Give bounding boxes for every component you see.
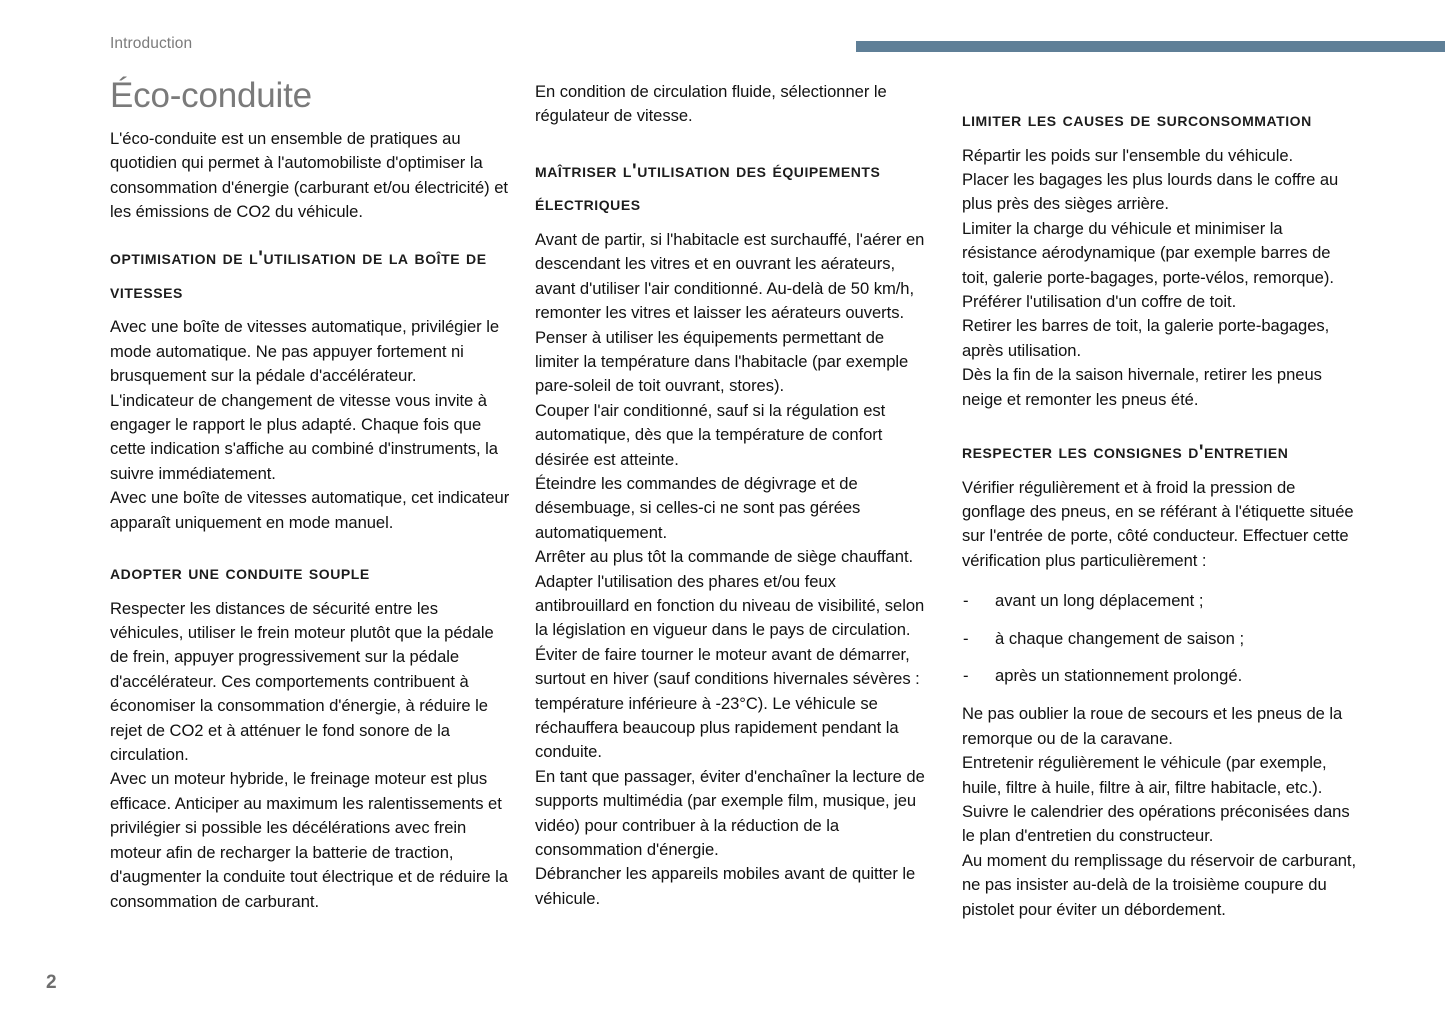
paragraph: Limiter la charge du véhicule et minimiser la résistance aérodynamique (par exemple barres de toit, galerie porte-bagages, porte-vélos, remorque). (962, 218, 1334, 287)
section-heading-surconsommation: limiter les causes de surconsommation (962, 109, 1312, 131)
paragraph: Débrancher les appareils mobiles avant de quitter le véhicule. (535, 864, 916, 908)
paragraph: Placer les bagages les plus lourds dans le coffre au plus près des sièges arrière. (962, 169, 1339, 214)
list-item-label: à chaque changement de saison ; (995, 628, 1245, 648)
paragraph: Entretenir régulièrement le véhicule (par exemple, huile, filtre à huile, filtre à air, filtre habitacle, etc.). Suivre le calendrier des opérations préconisées dans le plan d'entretien du constructeur. (962, 753, 1350, 846)
paragraph: Avant de partir, si l'habitacle est surchauffé, l'aérer en descendant les vitres et en ouvrant les aérateurs, avant d'utiliser l'air conditionné. Au-delà de 50 km/h, remonter les vitres et laisser les aérateurs ouverts. (535, 229, 925, 323)
section-heading-consignes-entretien: respecter les consignes d'entretien (962, 441, 1289, 463)
list-item (962, 664, 1360, 688)
column-2 (535, 80, 927, 911)
intro-paragraph: L'éco-conduite est un ensemble de pratiques au quotidien qui permet à l'automobiliste d'optimiser la consommation d'énergie (carburant et/ou électricité) et les émissions de CO2 du véhicule. (110, 128, 508, 221)
paragraph: Répartir les poids sur l'ensemble du véhicule. (962, 145, 1294, 165)
paragraph: Couper l'air conditionné, sauf si la régulation est automatique, dès que la température de confort désirée est atteinte. (535, 400, 886, 469)
paragraph: Arrêter au plus tôt la commande de siège chauffant. (535, 547, 914, 567)
paragraph: Retirer les barres de toit, la galerie porte-bagages, après utilisation. (962, 316, 1330, 360)
paragraph: Préférer l'utilisation d'un coffre de toit. (962, 291, 1237, 311)
paragraph: Avec une boîte de vitesses automatique, privilégier le mode automatique. Ne pas appuyer fortement ni brusquement sur la pédale d'accélérateur. (110, 317, 500, 386)
paragraph: L'indicateur de changement de vitesse vous invite à engager le rapport le plus adapté. Chaque fois que cette indication s'affiche au combiné d'instruments, la suivre immédiatement. (110, 390, 498, 483)
paragraph: Vérifier régulièrement et à froid la pression de gonflage des pneus, en se référant à l'étiquette située sur l'entrée de porte, côté conducteur. Effectuer cette vérification plus particulièrement : (962, 477, 1354, 570)
dash-bullet-icon: - (963, 591, 969, 611)
section-heading-optimisation: optimisation de l'utilisation de la boîte de vitesses (110, 247, 487, 303)
paragraph: Avec une boîte de vitesses automatique, cet indicateur apparaît uniquement en mode manuel. (110, 488, 510, 532)
page-title: Éco-conduite (110, 76, 312, 115)
paragraph: Ne pas oublier la roue de secours et les pneus de la remorque ou de la caravane. (962, 704, 1343, 748)
maintenance-check-list (962, 589, 1360, 688)
paragraph: Avec un moteur hybride, le freinage moteur est plus efficace. Anticiper au maximum les ralentissements et privilégier si possible les décélérations avec frein moteur afin de recharger la batterie de traction, d'augmenter la conduite tout électrique et de réduire la consommation de carburant. (110, 769, 508, 911)
paragraph: Penser à utiliser les équipements permettant de limiter la température dans l'habitacle (par exemple pare-soleil de toit ouvrant, stores). (535, 327, 909, 396)
page-number: 2 (46, 972, 57, 993)
section-heading-equipements-electriques: maîtriser l'utilisation des équipements électriques (535, 159, 881, 216)
paragraph: Au moment du remplissage du réservoir de carburant, ne pas insister au-delà de la troisième coupure du pistolet pour éviter un débordement. (962, 850, 1357, 919)
list-item (962, 589, 1360, 613)
paragraph: Dès la fin de la saison hivernale, retirer les pneus neige et remonter les pneus été. (962, 365, 1322, 409)
dash-bullet-icon: - (963, 665, 969, 685)
paragraph: Éteindre les commandes de dégivrage et de désembuage, si celles-ci ne sont pas gérées automatiquement. (535, 473, 861, 542)
list-item (962, 627, 1360, 651)
list-item-label: après un stationnement prolongé. (995, 665, 1243, 685)
paragraph: Éviter de faire tourner le moteur avant de démarrer, surtout en hiver (sauf conditions hivernales sévères : température inférieure à -23°C). Le véhicule se réchauffera beaucoup plus rapidement pendant la conduite. (535, 644, 920, 762)
paragraph: Adapter l'utilisation des phares et/ou feux antibrouillard en fonction du niveau de visibilité, selon la législation en vigueur dans le pays de circulation. (535, 571, 925, 640)
paragraph: Respecter les distances de sécurité entre les véhicules, utiliser le frein moteur plutôt que la pédale de frein, appuyer progressivement sur la pédale d'accélérateur. Ces comportements contribuent à économiser la consommation d'énergie, à réduire le rejet de CO2 et à atténuer le fond sonore de la circulation. (110, 598, 494, 765)
running-head: Introduction (110, 35, 193, 52)
list-item-label: avant un long déplacement ; (995, 591, 1204, 611)
lead-paragraph: En condition de circulation fluide, sélectionner le régulateur de vitesse. (535, 82, 887, 126)
section-heading-conduite-souple: adopter une conduite souple (110, 562, 370, 585)
paragraph: En tant que passager, éviter d'enchaîner la lecture de supports multimédia (par exemple film, musique, jeu vidéo) pour contribuer à la réduction de la consommation d'énergie. (535, 766, 925, 860)
dash-bullet-icon: - (963, 628, 969, 648)
column-1 (110, 78, 510, 914)
column-3 (962, 80, 1360, 922)
